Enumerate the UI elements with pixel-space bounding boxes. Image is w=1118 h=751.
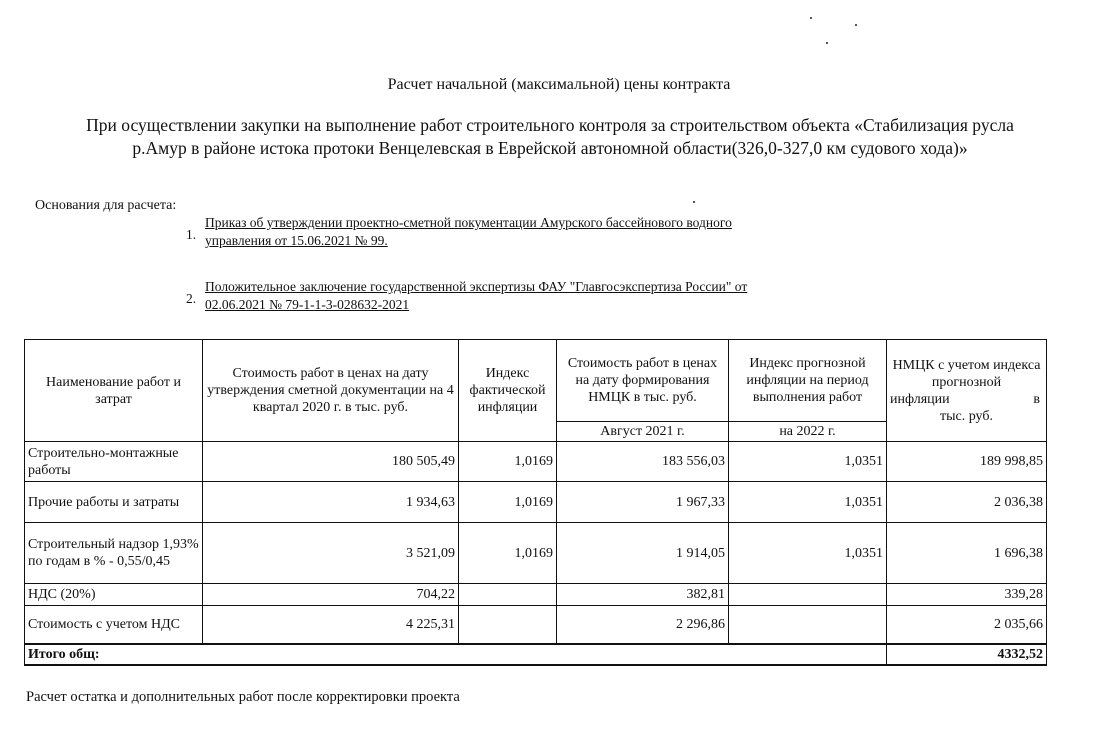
row-cost-current: 1 914,05 [557,523,729,584]
row-cost-current: 382,81 [557,584,729,606]
row-index-forecast: 1,0351 [729,523,887,584]
row-name: Строительный надзор 1,93% по годам в % - 0,55/0,45 [25,523,203,584]
row-nmck: 2 036,38 [887,482,1047,523]
row-name: Строительно-монтажные работы [25,442,203,482]
basis-item-line: Положительное заключение государственной экспертизы ФАУ "Главгосэкспертиза России" от [205,279,748,294]
row-nmck: 1 696,38 [887,523,1047,584]
row-index-actual: 1,0169 [459,482,557,523]
page-title: Расчет начальной (максимальной) цены контракта [387,76,731,93]
subheader-cost-current: Август 2021 г. [557,422,729,442]
row-cost-base: 1 934,63 [203,482,459,523]
table-header-row [25,340,1047,422]
basis-item-text [205,214,865,250]
basis-item-number: 2. [186,291,197,306]
row-cost-current: 1 967,33 [557,482,729,523]
basis-item-line: Приказ об утверждении проектно-сметной покументации Амурского бассейнового водного [205,215,732,230]
footer-note: Расчет остатка и дополнительных работ после корректировки проекта [26,689,460,705]
row-index-actual: 1,0169 [459,442,557,482]
header-index-forecast: Индекс прогнозной инфляции на период выполнения работ [729,340,887,422]
basis-item-number: 1. [186,227,197,242]
header-name: Наименование работ и затрат [25,340,203,442]
header-cost-base: Стоимость работ в ценах на дату утверждения сметной документации на 4 квартал 2020 г. в тыс. руб. [203,340,459,442]
basis-item-line: управления от 15.06.2021 № 99. [205,233,388,248]
row-cost-base: 180 505,49 [203,442,459,482]
row-name: Прочие работы и затраты [25,482,203,523]
row-index-forecast [729,606,887,644]
header-index-actual: Индекс фактической инфляции [459,340,557,442]
row-index-actual [459,584,557,606]
scan-speck [855,24,857,26]
row-name: Стоимость с учетом НДС [25,606,203,644]
price-calculation-table [24,339,1047,666]
header-nmck [887,340,1047,442]
row-cost-current: 2 296,86 [557,606,729,644]
table-total-row [25,644,1047,665]
subject-line-1: При осуществлении закупки на выполнение работ строительного контроля за строительством объекта «Стабилизация русла [86,115,1014,135]
header-nmck-line [890,391,1043,408]
table-row [25,584,1047,606]
header-nmck-word: в [1033,391,1040,407]
row-nmck: 2 035,66 [887,606,1047,644]
header-cost-current: Стоимость работ в ценах на дату формирования НМЦК в тыс. руб. [557,340,729,422]
row-name: НДС (20%) [25,584,203,606]
row-nmck: 189 998,85 [887,442,1047,482]
scan-speck [693,201,695,203]
table-row [25,606,1047,644]
row-index-forecast: 1,0351 [729,482,887,523]
row-cost-base: 3 521,09 [203,523,459,584]
basis-item-text [205,278,865,314]
total-label: Итого общ: [25,644,887,665]
row-index-actual [459,606,557,644]
table-row [25,523,1047,584]
scan-speck [810,17,812,19]
row-index-actual: 1,0169 [459,523,557,584]
row-cost-current: 183 556,03 [557,442,729,482]
row-index-forecast [729,584,887,606]
scan-speck [826,42,828,44]
total-value: 4332,52 [887,644,1047,665]
row-nmck: 339,28 [887,584,1047,606]
table-row [25,442,1047,482]
header-nmck-line: тыс. руб. [940,408,993,424]
header-nmck-line: НМЦК с учетом индекса прогнозной [892,357,1041,390]
subheader-index-forecast: на 2022 г. [729,422,887,442]
basis-item-line: 02.06.2021 № 79-1-1-3-028632-2021 [205,297,410,312]
procurement-subject [30,114,1070,160]
row-cost-base: 704,22 [203,584,459,606]
row-index-forecast: 1,0351 [729,442,887,482]
basis-label: Основания для расчета: [35,198,177,213]
row-cost-base: 4 225,31 [203,606,459,644]
table-row [25,482,1047,523]
header-nmck-word: инфляции [890,391,950,407]
subject-line-2: р.Амур в районе истока протоки Венцелевская в Еврейской автономной области(326,0-327,0 км судового хода)» [132,138,968,158]
